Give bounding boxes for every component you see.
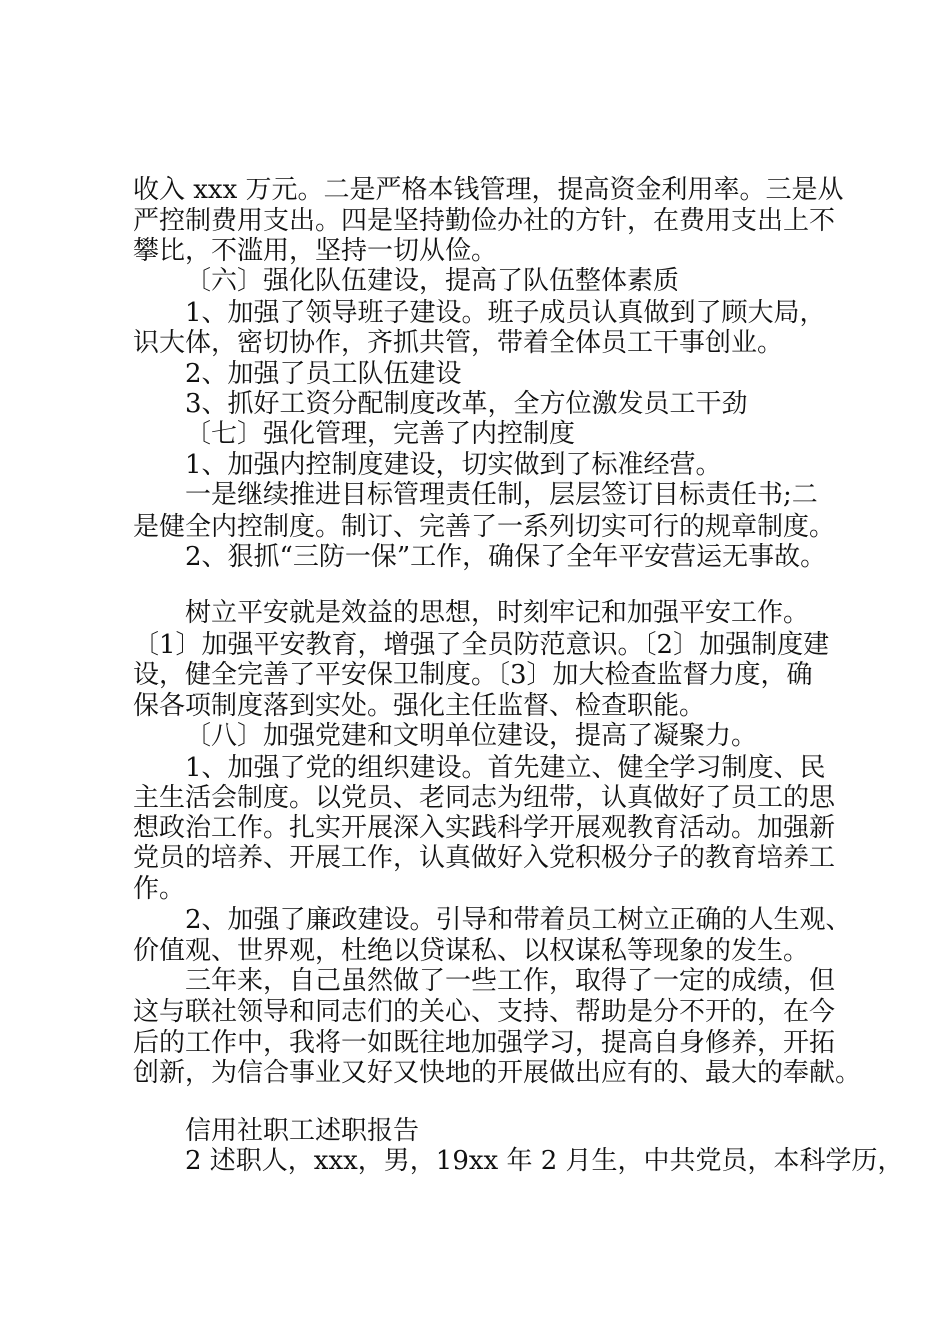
text-line: 是健全内控制度。制订、完善了一系列切实可行的规章制度。 (133, 512, 836, 542)
text-line: 2、狠抓“三防一保”工作，确保了全年平安营运无事故。 (185, 542, 827, 572)
text-line: 价值观、世界观，杜绝以贷谋私、以权谋私等现象的发生。 (133, 936, 810, 966)
text-line: 这与联社领导和同志们的关心、支持、帮助是分不开的，在今 (133, 997, 836, 1027)
text-line: 作。 (133, 874, 186, 904)
text-line: 后的工作中，我将一如既往地加强学习，提高自身修养，开拓 (133, 1028, 836, 1058)
text-line: 2、加强了廉政建设。引导和带着员工树立正确的人生观、 (185, 905, 852, 935)
text-line: 1、加强了领导班子建设。班子成员认真做到了顾大局， (185, 298, 826, 328)
text-line: 一是继续推进目标管理责任制，层层签订目标责任书;二 (185, 480, 818, 510)
section-heading: 〔六〕强化队伍建设，提高了队伍整体素质 (185, 266, 680, 296)
text-line: 严控制费用支出。四是坚持勤俭办社的方针，在费用支出上不 (133, 206, 836, 236)
text-line: 2、加强了员工队伍建设 (185, 359, 462, 389)
text-line: 1、加强内控制度建设，切实做到了标准经营。 (185, 450, 722, 480)
text-line: 攀比，不滥用，坚持一切从俭。 (133, 236, 498, 266)
text-line: 2 述职人，xxx，男，19xx 年 2 月生，中共党员，本科学历， (185, 1146, 904, 1176)
text-line: 树立平安就是效益的思想，时刻牢记和加强平安工作。 (185, 598, 810, 628)
text-line: 保各项制度落到实处。强化主任监督、检查职能。 (133, 691, 706, 721)
text-line: 〔1〕加强平安教育，增强了全员防范意识。〔2〕加强制度建 (133, 630, 830, 660)
text-line: 识大体，密切协作，齐抓共管，带着全体员工干事创业。 (133, 328, 784, 358)
text-line: 3、抓好工资分配制度改革，全方位激发员工干劲 (185, 389, 748, 419)
document-title: 信用社职工述职报告 (185, 1116, 420, 1146)
text-line: 想政治工作。扎实开展深入实践科学开展观教育活动。加强新 (133, 813, 836, 843)
text-line: 主生活会制度。以党员、老同志为纽带，认真做好了员工的思 (133, 783, 836, 813)
text-line: 创新，为信合事业又好又快地的开展做出应有的、最大的奉献。 (133, 1058, 862, 1088)
section-heading: 〔八〕加强党建和文明单位建设，提高了凝聚力。 (185, 721, 758, 751)
text-line: 三年来，自己虽然做了一些工作，取得了一定的成绩，但 (185, 966, 836, 996)
text-line: 收入 xxx 万元。二是严格本钱管理，提高资金利用率。三是从 (133, 175, 844, 205)
section-heading: 〔七〕强化管理，完善了内控制度 (185, 419, 576, 449)
text-line: 设，健全完善了平安保卫制度。〔3〕加大检查监督力度，确 (133, 660, 813, 690)
text-line: 1、加强了党的组织建设。首先建立、健全学习制度、民 (185, 753, 826, 783)
text-line: 党员的培养、开展工作，认真做好入党积极分子的教育培养工 (133, 843, 836, 873)
